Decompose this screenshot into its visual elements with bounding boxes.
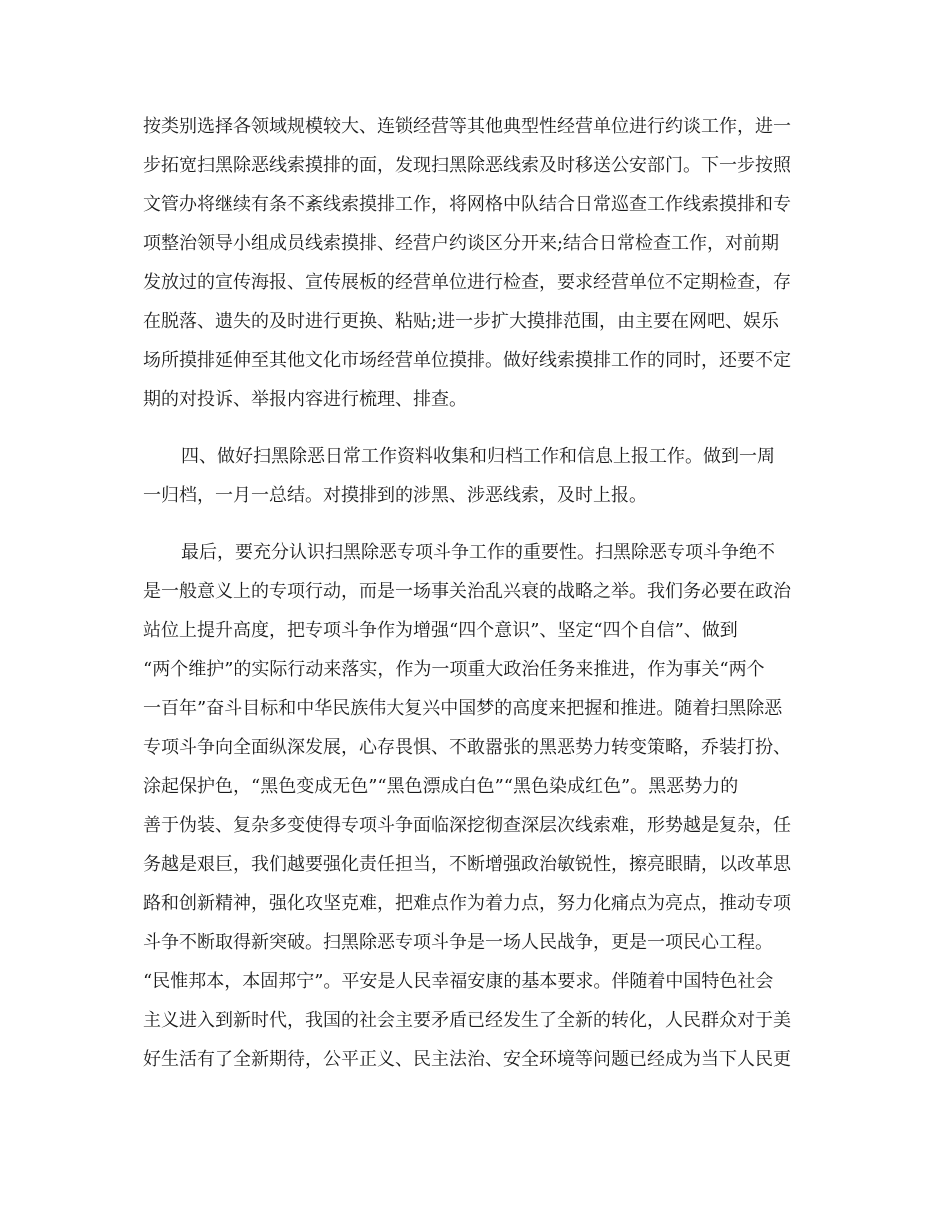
paragraph-3-line-11: 斗争不断取得新突破。扫黑除恶专项斗争是一场人民战争，更是一项民心工程。	[143, 932, 773, 953]
paragraph-3-line-1: 最后，要充分认识扫黑除恶专项斗争工作的重要性。扫黑除恶专项斗争绝不	[181, 542, 775, 563]
paragraph-1-line-1: 按类别选择各领域规模较大、连锁经营等其他典型性经营单位进行约谈工作，进一	[143, 116, 791, 137]
paragraph-3-line-12: “民惟邦本，本固邦宁”。平安是人民幸福安康的基本要求。伴随着中国特色社会	[143, 971, 774, 992]
paragraph-3-line-10: 路和创新精神，强化攻坚克难，把难点作为着力点，努力化痛点为亮点，推动专项	[143, 893, 791, 914]
paragraph-1-line-4: 项整治领导小组成员线索摸排、经营户约谈区分开来;结合日常检查工作，对前期	[143, 233, 780, 254]
paragraph-3-line-7: 涂起保护色，“黑色变成无色”“黑色漂成白色”“黑色染成红色”。黑恶势力的	[143, 776, 739, 797]
paragraph-3-line-14: 好生活有了全新期待，公平正义、民主法治、安全环境等问题已经成为当下人民更	[143, 1049, 791, 1070]
paragraph-1-line-8: 期的对投诉、举报内容进行梳理、排查。	[143, 389, 467, 410]
paragraph-2-line-2: 一归档，一月一总结。对摸排到的涉黑、涉恶线索，及时上报。	[143, 485, 647, 506]
paragraph-3-line-5: 一百年”奋斗目标和中华民族伟大复兴中国梦的高度来把握和推进。随着扫黑除恶	[143, 698, 783, 719]
paragraph-3-line-2: 是一般意义上的专项行动，而是一场事关治乱兴衰的战略之举。我们务必要在政治	[143, 581, 791, 602]
paragraph-3-line-4: “两个维护”的实际行动来落实，作为一项重大政治任务来推进，作为事关“两个	[143, 659, 765, 680]
paragraph-1-line-3: 文管办将继续有条不紊线索摸排工作，将网格中队结合日常巡查工作线索摸排和专	[143, 194, 791, 215]
paragraph-3-line-9: 务越是艰巨，我们越要强化责任担当，不断增强政治敏锐性，擦亮眼睛，以改革思	[143, 854, 791, 875]
paragraph-1-line-5: 发放过的宣传海报、宣传展板的经营单位进行检查，要求经营单位不定期检查，存	[143, 272, 791, 293]
paragraph-3-line-3: 站位上提升高度，把专项斗争作为增强“四个意识”、坚定“四个自信”、做到	[143, 620, 738, 641]
paragraph-3-line-13: 主义进入到新时代，我国的社会主要矛盾已经发生了全新的转化，人民群众对于美	[143, 1010, 791, 1031]
paragraph-3-line-8: 善于伪装、复杂多变使得专项斗争面临深挖彻查深层次线索难，形势越是复杂，任	[143, 815, 791, 836]
paragraph-1-line-7: 场所摸排延伸至其他文化市场经营单位摸排。做好线索摸排工作的同时，还要不定	[143, 350, 791, 371]
paragraph-1-line-2: 步拓宽扫黑除恶线索摸排的面，发现扫黑除恶线索及时移送公安部门。下一步按照	[143, 155, 791, 176]
paragraph-1-line-6: 在脱落、遗失的及时进行更换、粘贴;进一步扩大摸排范围，由主要在网吧、娱乐	[143, 311, 780, 332]
paragraph-3-line-6: 专项斗争向全面纵深发展，心存畏惧、不敢嚣张的黑恶势力转变策略，乔装打扮、	[143, 737, 791, 758]
paragraph-2-line-1: 四、做好扫黑除恶日常工作资料收集和归档工作和信息上报工作。做到一周	[181, 446, 775, 467]
